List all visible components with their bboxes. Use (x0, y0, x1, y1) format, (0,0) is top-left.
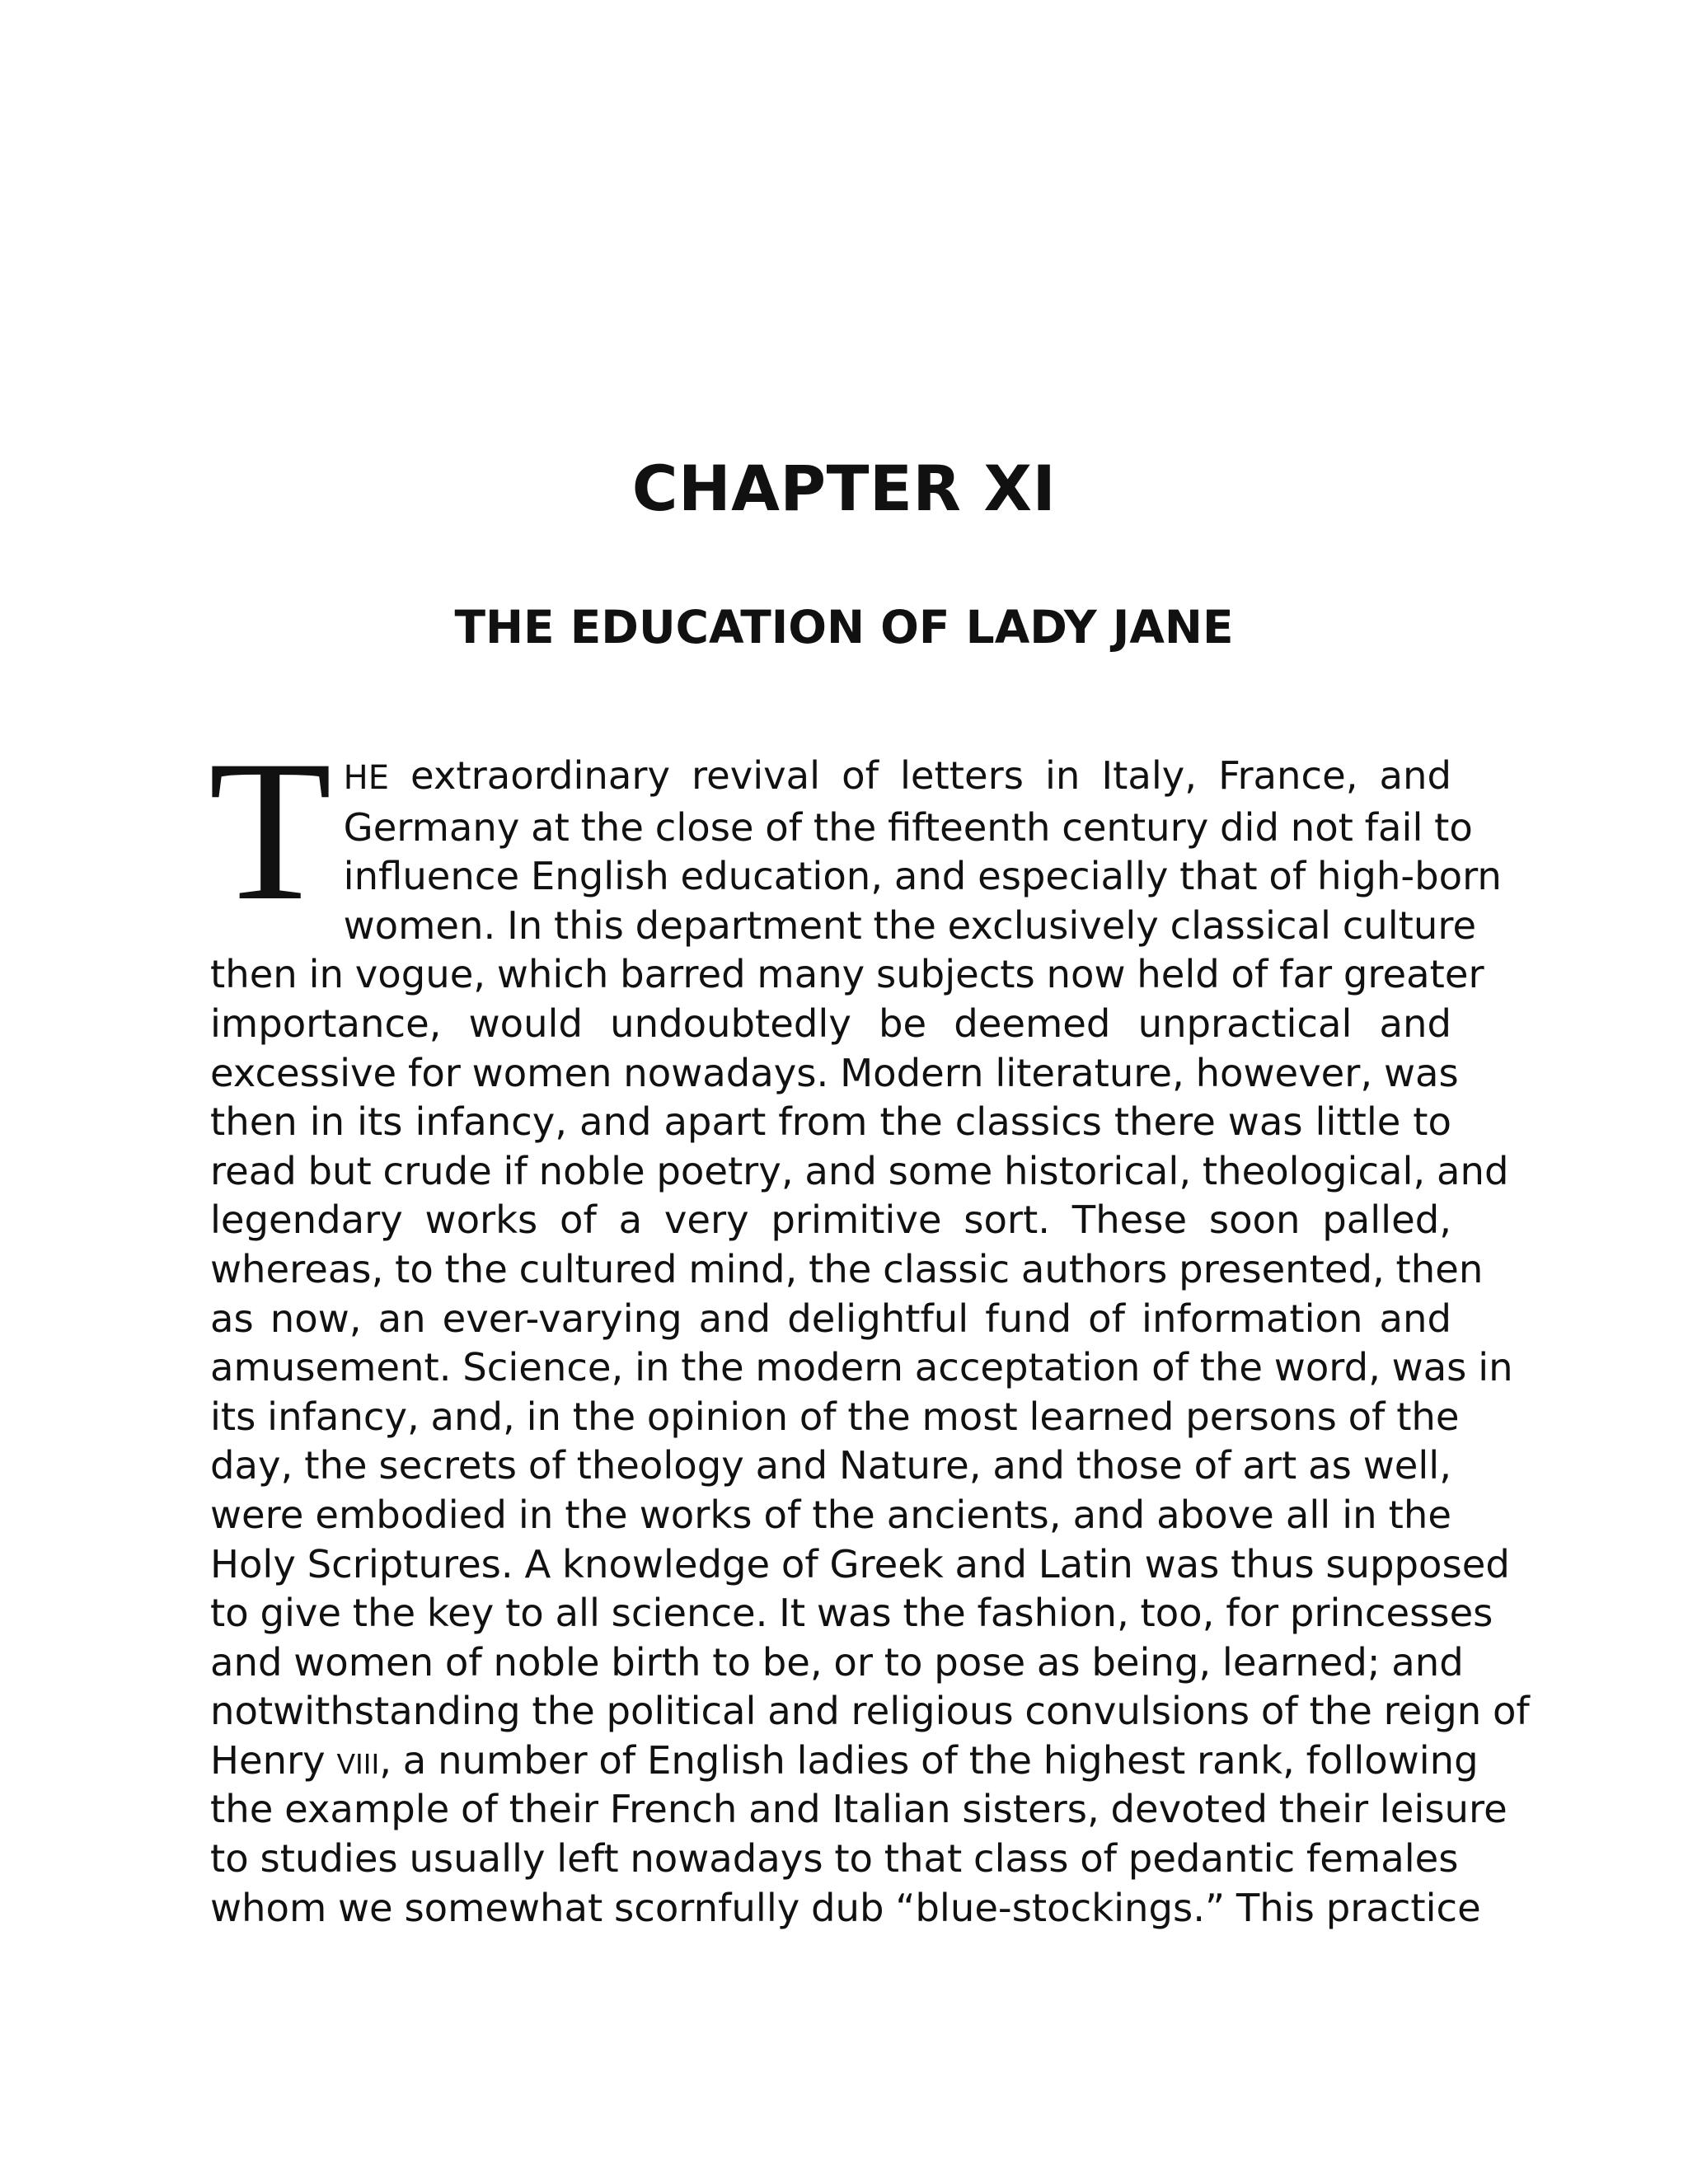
roman-numeral: viii (336, 1737, 380, 1783)
text-line: amusement. Science, in the modern acceptation of the word, was in (210, 1345, 1513, 1390)
text-line: importance, would undoubtedly be deemed unpractical and (210, 1001, 1451, 1046)
text-line: whom we somewhat scornfully dub “blue-stockings.” This practice (210, 1885, 1481, 1930)
text-line: to studies usually left nowadays to that class of pedantic females (210, 1836, 1459, 1882)
text-line: the example of their French and Italian sisters, devoted their leisure (210, 1787, 1507, 1832)
text-line: were embodied in the works of the ancients, and above all in the (210, 1492, 1451, 1537)
chapter-title: CHAPTER XI (631, 452, 1057, 525)
text-line: Germany at the close of the fifteenth century did not fail to (343, 804, 1473, 850)
text-line (210, 1736, 1479, 1786)
text-line: women. In this department the exclusively classical culture (343, 902, 1477, 948)
text-line: Holy Scriptures. A knowledge of Greek and Latin was thus supposed (210, 1541, 1510, 1586)
text-line: then in vogue, which barred many subjects now held of far greater (210, 952, 1484, 997)
text-line: influence English education, and especially that of high-born (343, 854, 1502, 899)
text-line: and women of noble birth to be, or to pose as being, learned; and (210, 1639, 1464, 1685)
text-line: as now, an ever-varying and delightful fund of information and (210, 1296, 1451, 1341)
chapter-subtitle: THE EDUCATION OF LADY JANE (454, 601, 1234, 654)
text-line: excessive for women nowadays. Modern literature, however, was (210, 1050, 1459, 1095)
drop-cap: T (209, 719, 332, 942)
body-paragraph (209, 719, 1530, 1933)
line-text: extraordinary revival of letters in Italy, France, and (389, 753, 1451, 798)
text-line: its infancy, and, in the opinion of the most learned persons of the (210, 1394, 1460, 1439)
text-line: day, the secrets of theology and Nature, and those of art as well, (210, 1443, 1451, 1488)
text-line: to give the key to all science. It was the fashion, too, for princesses (210, 1591, 1493, 1636)
text-line: legendary works of a very primitive sort. These soon palled, (210, 1197, 1451, 1243)
text-line: read but crude if noble poetry, and some historical, theological, and (210, 1148, 1509, 1193)
text-line: then in its infancy, and apart from the classics there was little to (210, 1099, 1451, 1145)
line-text: Henry (210, 1737, 337, 1783)
text-line (210, 752, 1451, 804)
first-word-rest: HE (343, 759, 390, 797)
line-text: , a number of English ladies of the highest rank, following (379, 1737, 1479, 1783)
text-line: notwithstanding the political and religious convulsions of the reign of (210, 1689, 1530, 1734)
text-line: whereas, to the cultured mind, the classic authors presented, then (210, 1246, 1484, 1291)
